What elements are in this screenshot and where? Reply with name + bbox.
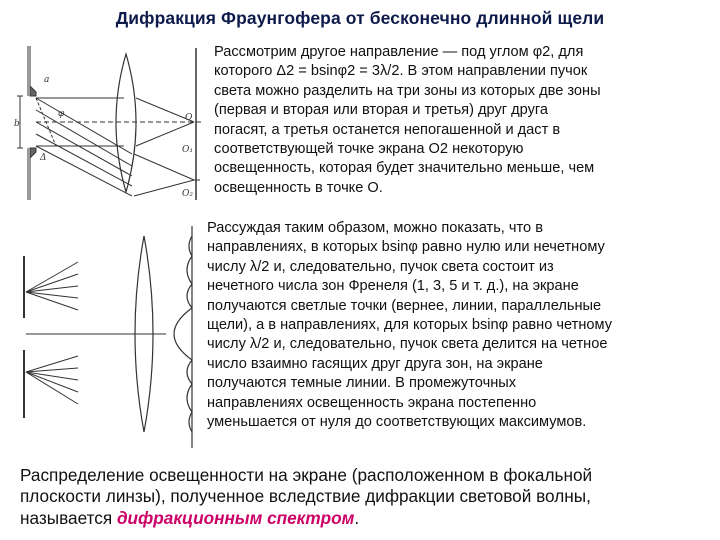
label-a: a — [44, 75, 50, 85]
slit-upper-wall — [30, 46, 36, 96]
text-line-final — [20, 508, 712, 529]
label-phi: φ — [58, 109, 65, 119]
text-line: получаются темные линии. В промежуточных — [207, 375, 517, 392]
label-o1: O₁ — [182, 145, 193, 155]
label-b: b — [14, 119, 20, 129]
lens-shape — [116, 54, 136, 192]
definition-suffix: . — [354, 507, 360, 528]
label-o: O — [185, 113, 193, 123]
text-line: числу λ/2 и, следовательно, пучок света состоит из — [207, 258, 554, 275]
definition-prefix: называется — [20, 507, 117, 528]
text-line: освещенность, которая будет значительно меньше, чем — [214, 160, 595, 177]
text-line: погасят, а третья останется непогашенной и даст в — [214, 121, 561, 138]
text-line: света можно разделить на три зоны из которых две зоны — [214, 82, 601, 99]
text-line: нечетного числа зон Френеля (1, 3, 5 и т. д.), на экране — [207, 278, 579, 295]
paragraph-definition — [20, 465, 712, 529]
text-line: направлениях освещенность экрана постепенно — [207, 394, 537, 411]
text-line: Распределение освещенности на экране (расположенном в фокальной — [20, 465, 593, 485]
text-line: получаются светлые точки (вернее, линии, параллельные — [207, 297, 602, 314]
text-line: число взаимно гасящих друг друга зон, на экране — [207, 355, 543, 372]
text-line: Рассуждая таким образом, можно показать, что в — [207, 220, 543, 236]
text-line: уменьшается от нуля до соответствующих максимумов. — [207, 414, 587, 431]
text-line: направлениях, в которых bsinφ равно нулю или нечетному — [207, 239, 605, 256]
label-o2: O₂ — [182, 189, 193, 199]
label-delta: Δ — [40, 153, 47, 163]
text-line: числу λ/2 и, следовательно, пучок света делится на четное — [207, 336, 608, 353]
text-line: (первая и вторая или вторая и третья) друг друга — [214, 102, 549, 119]
diffraction-spectrum-term: дифракционным спектром — [116, 507, 355, 528]
text-line: освещенность в точке О. — [214, 179, 383, 196]
text-line: которого Δ2 = bsinφ2 = 3λ/2. В этом направлении пучок — [214, 63, 588, 80]
text-line: Рассмотрим другое направление — под углом φ2, для — [214, 44, 584, 60]
paragraph-second-direction — [214, 43, 710, 198]
paragraph-reasoning — [207, 219, 713, 432]
text-line: плоскости линзы), полученное вследствие дифракции световой волны, — [20, 486, 591, 507]
slit-lower-wall — [30, 148, 36, 200]
text-line: щели), а в направлениях, для которых bsinφ равно четному — [207, 317, 612, 334]
text-line: соответствующей точке экрана О2 некоторую — [214, 141, 524, 158]
slit-lens-diagram — [14, 42, 210, 204]
diffraction-pattern-diagram — [16, 222, 206, 454]
slide-title: Дифракция Фраунгофера от бесконечно длинной щели — [115, 8, 605, 28]
intensity-curve — [174, 236, 192, 432]
